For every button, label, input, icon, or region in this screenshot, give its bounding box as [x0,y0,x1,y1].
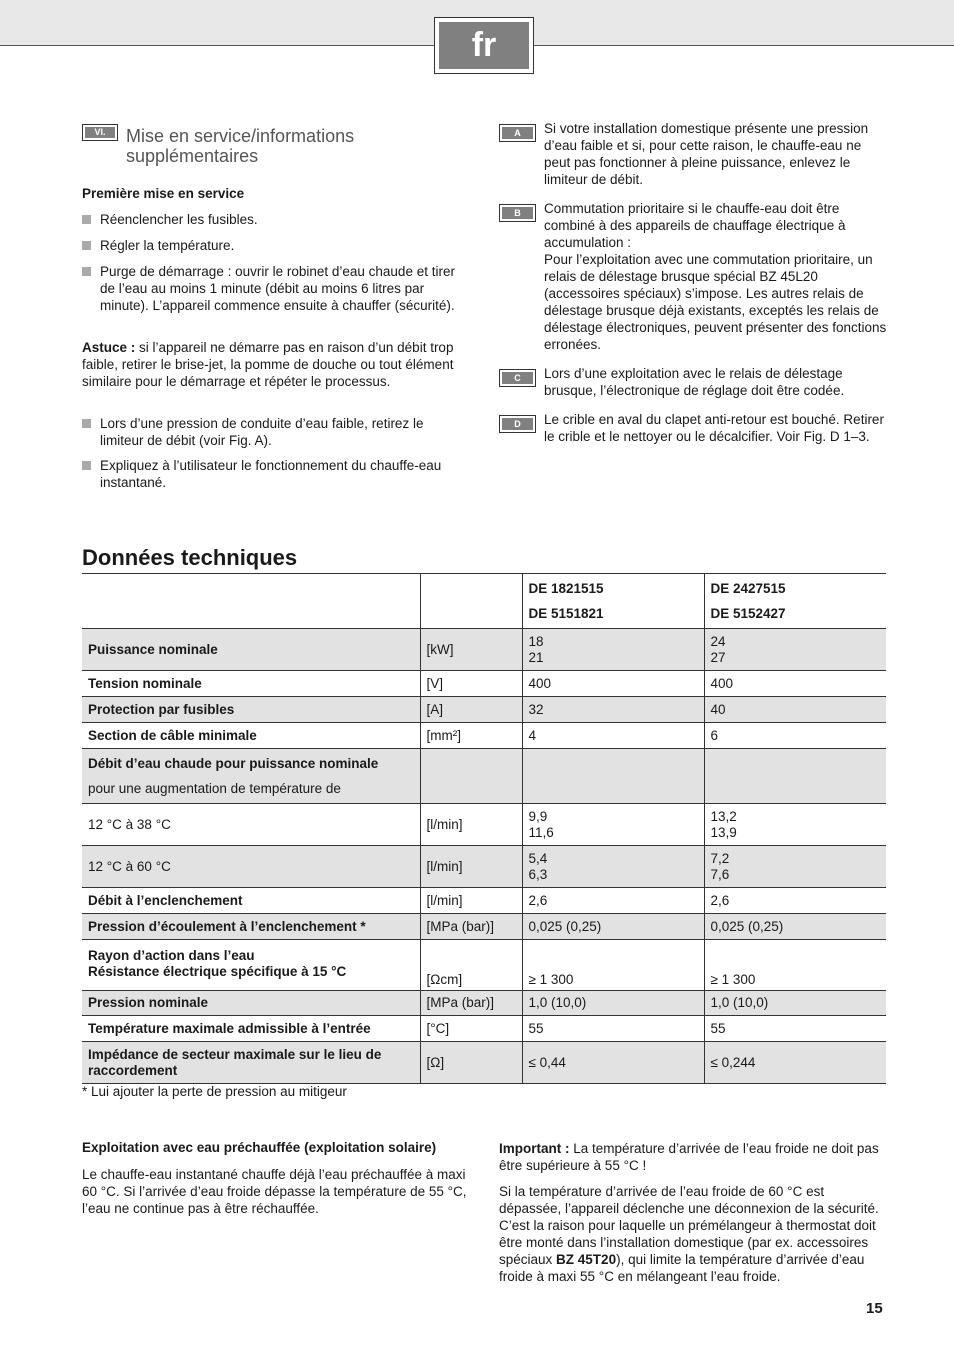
tip-paragraph: Astuce : si l’appareil ne démarre pas en raison d’un débit trop faible, retirer le brise-jet, la pomme de douche ou tout élément similaire pour le démarrage et répéter le processus. [82,340,454,389]
section-title: Mise en service/informations supplémentaires [126,126,355,166]
solar-heading: Exploitation avec eau préchauffée (exploitation solaire) [82,1140,437,1155]
table-row: Protection par fusibles [A] 32 40 [82,697,886,723]
table-row: 12 °C à 60 °C [l/min] 5,4 6,3 7,2 7,6 [82,846,886,888]
table-row: 12 °C à 38 °C [l/min] 9,9 11,6 13,2 13,9 [82,804,886,846]
table-row: Puissance nominale [kW] 18 21 24 27 [82,629,886,671]
note-text: Si votre installation domestique présente une pression d’eau faible et si, pour cette raison, le chauffe-eau ne peut pas fonctionner à pleine puissance, enlevez le limiteur de débit. [544,121,869,187]
list-item: Régler la température. [82,237,462,254]
note-label-badge: C [499,369,536,387]
column-header-b: DE 2427515 DE 5152427 [704,574,886,629]
section-number: VI. [85,127,115,138]
table-row: Température maximale admissible à l’entrée [°C] 55 55 [82,1016,886,1042]
table-row: Débit à l’enclenchement [l/min] 2,6 2,6 [82,888,886,914]
note-label-badge: B [499,204,536,222]
note-label-badge: A [499,124,536,142]
column-header-a: DE 1821515 DE 5151821 [522,574,704,629]
table-row: Débit d’eau chaude pour puissance nominale pour une augmentation de température de [82,749,886,804]
note-label-badge: D [499,415,536,433]
table-row: Section de câble minimale [mm²] 4 6 [82,723,886,749]
language-label: fr [439,22,529,69]
list-item: Lors d’une pression de conduite d’eau faible, retirez le limiteur de débit (voir Fig. A). [82,415,467,449]
list-item: Expliquez à l’utilisateur le fonctionnement du chauffe-eau instantané. [82,457,467,491]
page-number: 15 [866,1300,883,1317]
table-row: Rayon d’action dans l’eau Résistance électrique spécifique à 15 °C [Ωcm] ≥ 1 300 ≥ 1 300 [82,940,886,991]
table-header-row [82,574,886,629]
important-paragraph: Important : La température d’arrivée de l’eau froide ne doit pas être supérieure à 55 °C ! [499,1141,879,1173]
solar-paragraph: Le chauffe-eau instantané chauffe déjà l’eau préchauffée à maxi 60 °C. Si l’arrivée d’eau froide dépasse la température de 55 °C, l’eau ne continue pas à être réchauffée. [82,1167,467,1216]
section-number-badge [82,124,118,141]
first-start-heading: Première mise en service [82,186,245,201]
note-text: Le crible en aval du clapet anti-retour est bouché. Retirer le crible et le nettoyer ou le décalcifier. Voir Fig. D 1–3. [544,412,884,444]
list-item: Purge de démarrage : ouvrir le robinet d’eau chaude et tirer de l’eau au moins 1 minute (débit au moins 6 litres par minute). L’appareil commence ensuite à chauffer (sécurité). [82,263,467,314]
table-footnote: * Lui ajouter la perte de pression au mitigeur [82,1084,347,1099]
table-row: Pression nominale [MPa (bar)] 1,0 (10,0) 1,0 (10,0) [82,991,886,1016]
list-item: Réenclencher les fusibles. [82,211,462,228]
bullet-square-icon [82,241,91,250]
language-badge [434,17,534,74]
premixer-paragraph: Si la température d’arrivée de l’eau froide de 60 °C est dépassée, l’appareil déclenche une déconnexion de la sécurité. C’est la raison pour laquelle un prémélangeur à thermostat doit être monté dans l’installation domestique (par ex. accessoires spéciaux BZ 45T20), qui limite la température d’arrivée d’eau froide à maxi 55 °C en mélangeant l’eau froide. [499,1184,879,1284]
bullet-square-icon [82,461,91,470]
bullet-square-icon [82,215,91,224]
note-text: Commutation prioritaire si le chauffe-eau doit être combiné à des appareils de chauffage électrique à accumulation : Pour l’exploitation avec une commutation prioritaire, un relais de délestage brusque spécial BZ 45L20 (accessoires spéciaux) s’impose. Les autres relais de délestage brusque déjà existants, exceptés les relais de délestage électroniques, peuvent présenter des fonctions erronées. [544,201,887,352]
table-row: Impédance de secteur maximale sur le lieu de raccordement [Ω] ≤ 0,44 ≤ 0,244 [82,1042,886,1084]
tech-data-title: Données techniques [82,545,298,570]
bullet-square-icon [82,419,91,428]
table-row: Tension nominale [V] 400 400 [82,671,886,697]
note-text: Lors d’une exploitation avec le relais de délestage brusque, l’électronique de réglage doit être codée. [544,366,845,398]
tech-data-table [82,573,886,1084]
bullet-square-icon [82,267,91,276]
table-row: Pression d’écoulement à l’enclenchement * [MPa (bar)] 0,025 (0,25) 0,025 (0,25) [82,914,886,940]
